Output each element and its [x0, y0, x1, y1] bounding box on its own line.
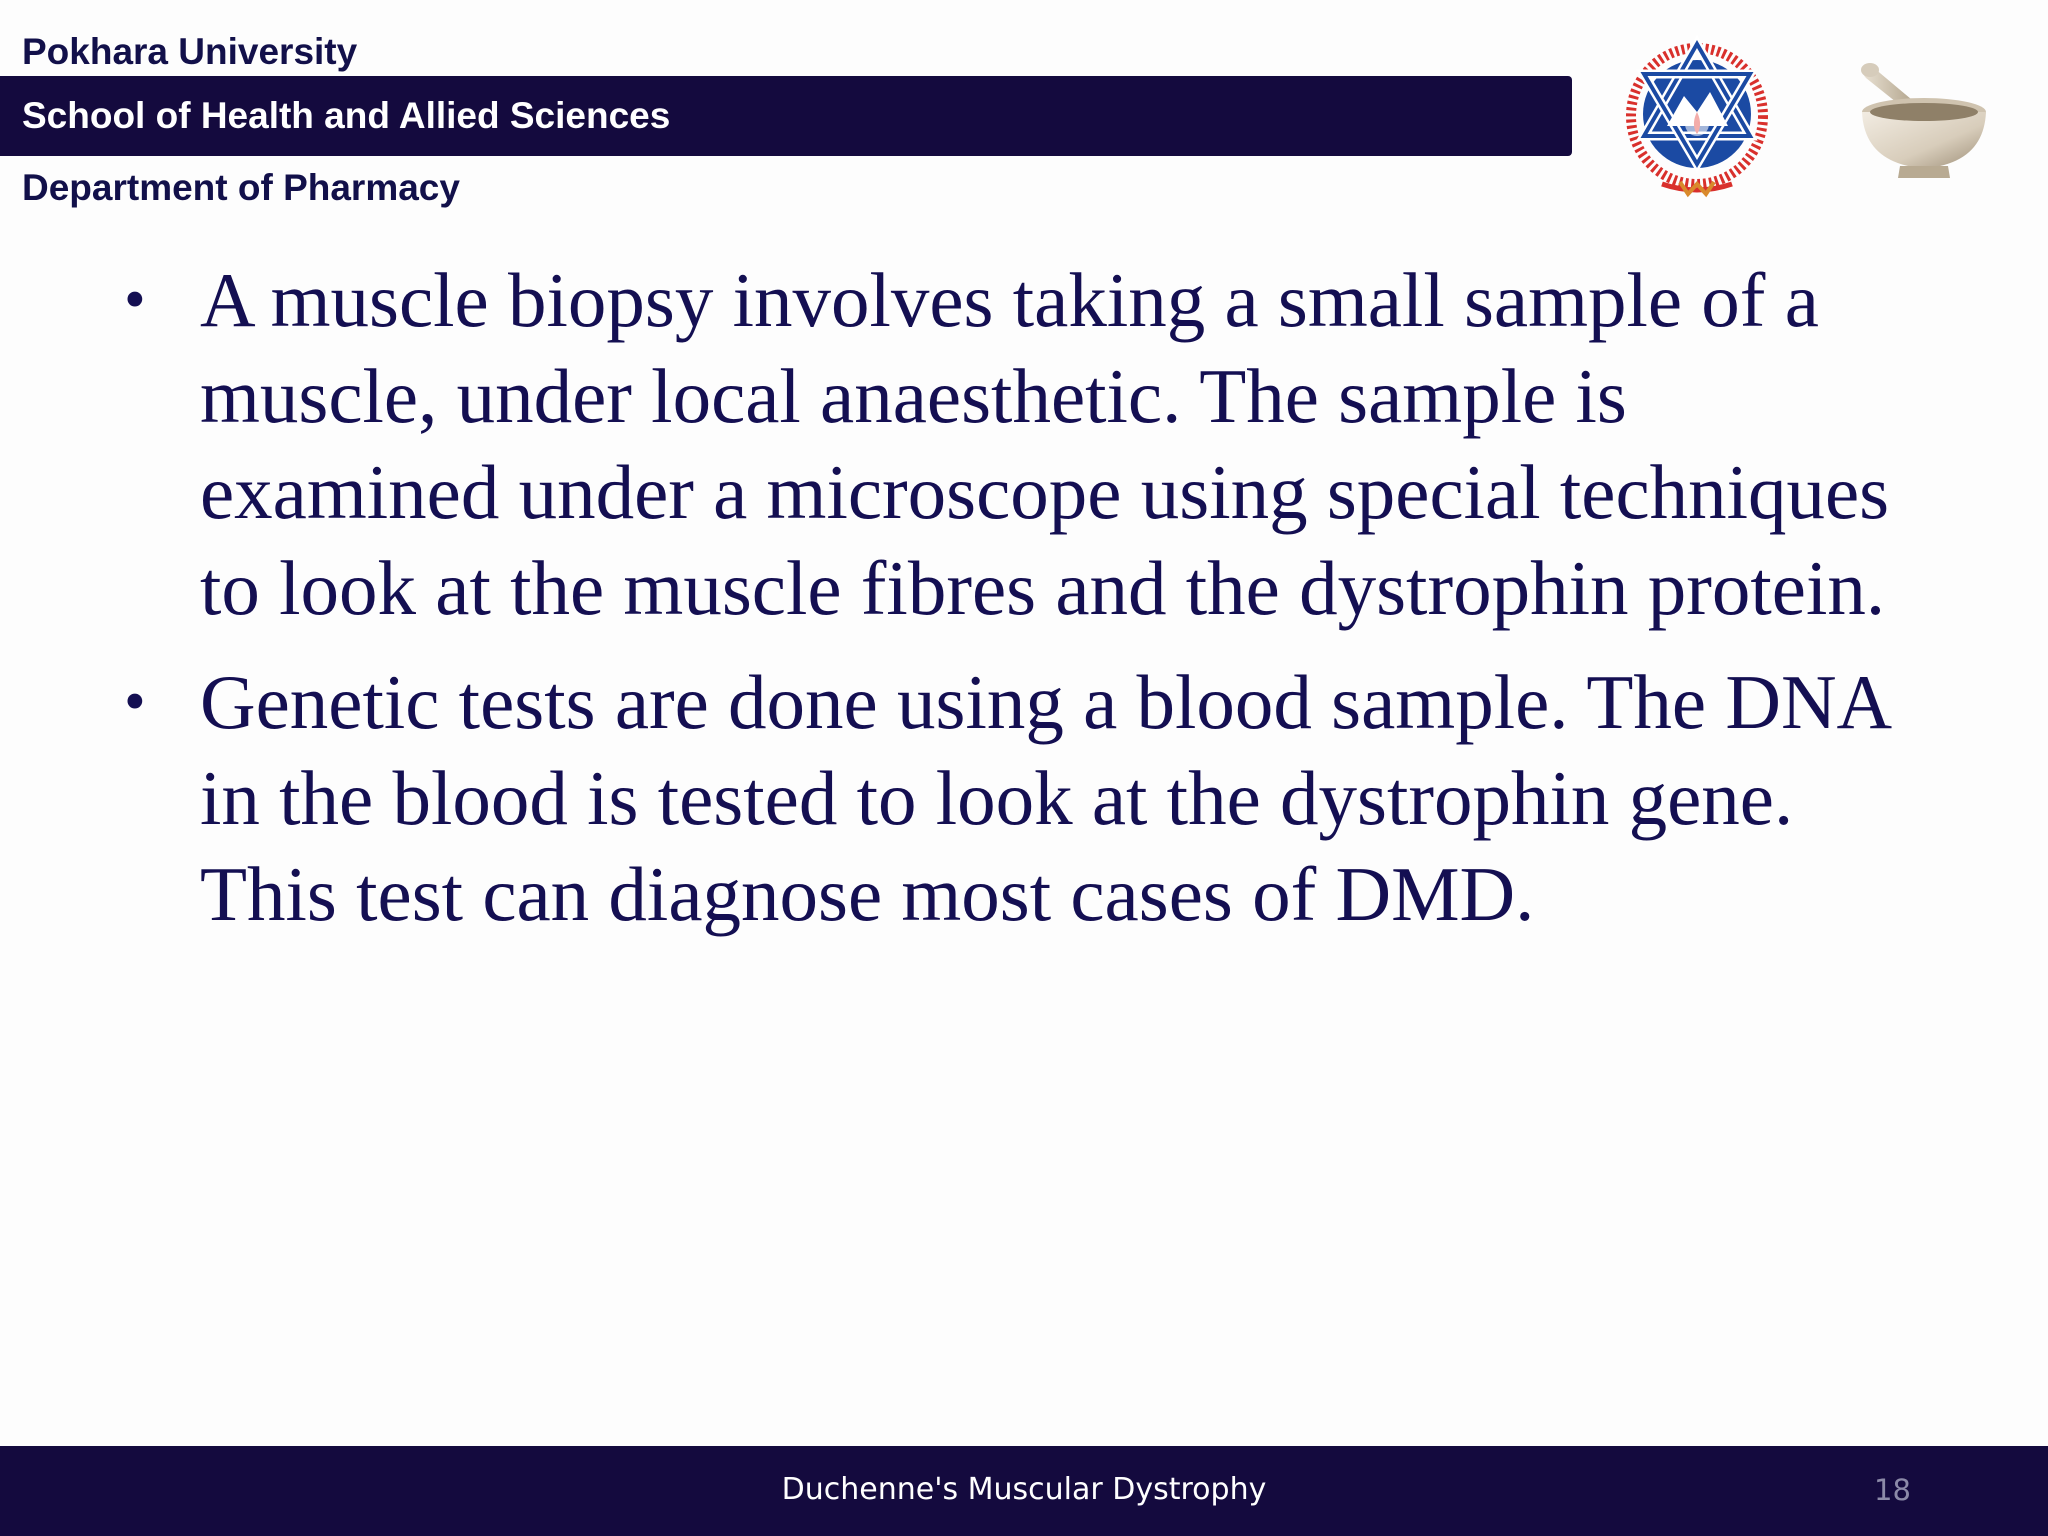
bullet-icon: • [124, 266, 146, 334]
school-name: School of Health and Allied Sciences [22, 95, 671, 136]
footer-bar [0, 1446, 2048, 1536]
department-name: Department of Pharmacy [22, 167, 460, 208]
page-number: 18 [1874, 1473, 1911, 1507]
school-band [0, 76, 1572, 156]
university-seal-icon [1622, 34, 1772, 204]
bullet-text: Genetic tests are done using a blood sample. The DNA in the blood is tested to look at the dystrophin gene. This test can diagnose most cases of DMD. [200, 659, 1888, 937]
bullet-icon: • [124, 668, 146, 736]
mortar-and-pestle-icon [1846, 56, 1996, 186]
bullet-item [110, 654, 1940, 942]
university-name: Pokhara University [22, 31, 358, 72]
bullet-item [110, 252, 1940, 636]
bullet-list [110, 252, 1940, 960]
footer-title: Duchenne's Muscular Dystrophy [781, 1472, 1267, 1507]
bullet-text: A muscle biopsy involves taking a small sample of a muscle, under local anaesthetic. The sample is examined under a microscope using special techniques to look at the muscle fibres and the dystrophin protein. [200, 257, 1890, 631]
